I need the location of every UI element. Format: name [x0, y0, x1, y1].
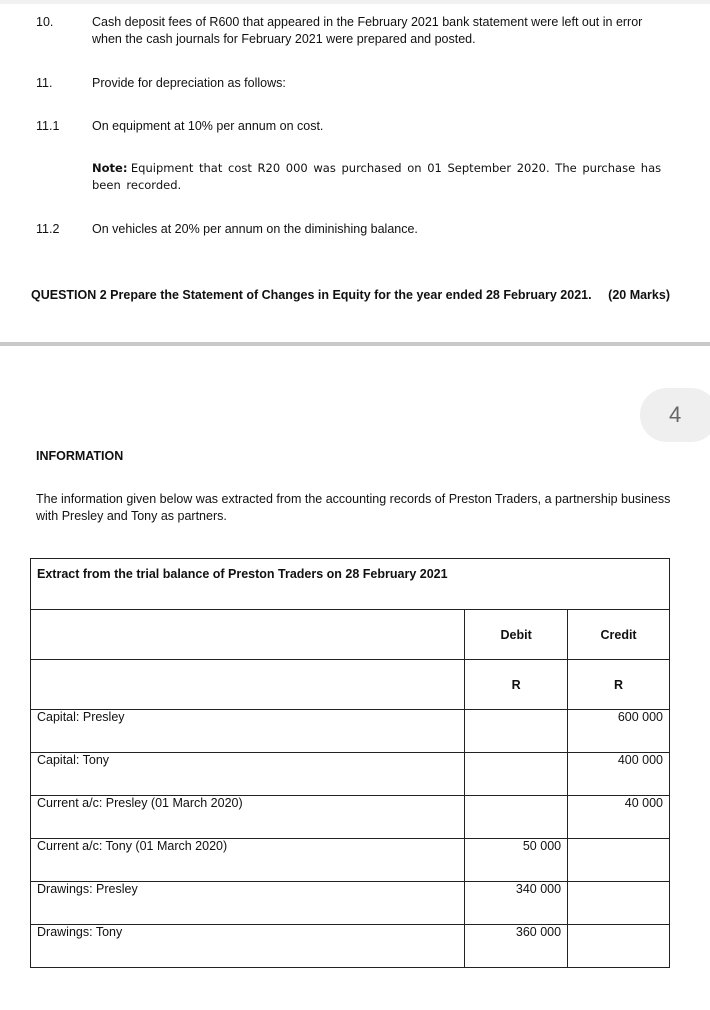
- row-debit: 360 000: [465, 925, 568, 968]
- row-debit: [465, 796, 568, 839]
- row-label: Capital: Tony: [31, 753, 465, 796]
- table-row: [31, 882, 670, 925]
- unit-label-cell: [31, 660, 465, 710]
- item-number-11: 11.: [36, 76, 53, 90]
- table-row: [31, 753, 670, 796]
- row-debit: 340 000: [465, 882, 568, 925]
- row-label: Drawings: Tony: [31, 925, 465, 968]
- item-number-11-1: 11.1: [36, 119, 60, 133]
- depreciation-note: [92, 160, 672, 194]
- row-credit: [568, 839, 670, 882]
- table-row: [31, 710, 670, 753]
- question-2-heading: QUESTION 2 Prepare the Statement of Changes in Equity for the year ended 28 February 2021.: [31, 288, 592, 302]
- page-separator: [0, 342, 710, 346]
- row-label: Current a/c: Tony (01 March 2020): [31, 839, 465, 882]
- table-title: Extract from the trial balance of Preston Traders on 28 February 2021: [31, 559, 670, 610]
- table-row: [31, 925, 670, 968]
- note-text: Equipment that cost R20 000 was purchased on 01 September 2020. The purchase has been recorded.: [92, 161, 662, 192]
- row-debit: [465, 753, 568, 796]
- item-number-10: 10.: [36, 15, 54, 29]
- header-label-cell: [31, 610, 465, 660]
- row-credit: [568, 925, 670, 968]
- item-text-11-2: On vehicles at 20% per annum on the diminishing balance.: [92, 222, 418, 236]
- information-paragraph: The information given below was extracted from the accounting records of Preston Traders, a partnership business with Presley and Tony as partners.: [36, 492, 671, 523]
- debit-header: Debit: [465, 610, 568, 660]
- row-credit: 40 000: [568, 796, 670, 839]
- item-number-11-2: 11.2: [36, 222, 60, 236]
- table-row: [31, 839, 670, 882]
- row-credit: 600 000: [568, 710, 670, 753]
- page-number-badge: 4: [640, 388, 710, 442]
- row-debit: 50 000: [465, 839, 568, 882]
- row-label: Current a/c: Presley (01 March 2020): [31, 796, 465, 839]
- trial-balance-table: [30, 558, 670, 968]
- item-text-11-1: On equipment at 10% per annum on cost.: [92, 119, 324, 133]
- row-credit: 400 000: [568, 753, 670, 796]
- debit-unit: R: [465, 660, 568, 710]
- table-row: [31, 796, 670, 839]
- page-3: [0, 0, 710, 342]
- credit-header: Credit: [568, 610, 670, 660]
- row-label: Capital: Presley: [31, 710, 465, 753]
- information-heading: INFORMATION: [36, 449, 124, 463]
- row-debit: [465, 710, 568, 753]
- row-credit: [568, 882, 670, 925]
- item-text-11: Provide for depreciation as follows:: [92, 76, 286, 90]
- credit-unit: R: [568, 660, 670, 710]
- row-label: Drawings: Presley: [31, 882, 465, 925]
- question-marks: (20 Marks): [608, 288, 670, 302]
- note-label: Note:: [92, 161, 128, 175]
- item-text-10: Cash deposit fees of R600 that appeared in the February 2021 bank statement were left out in error when the cash journals for February 2021 were prepared and posted.: [92, 15, 643, 46]
